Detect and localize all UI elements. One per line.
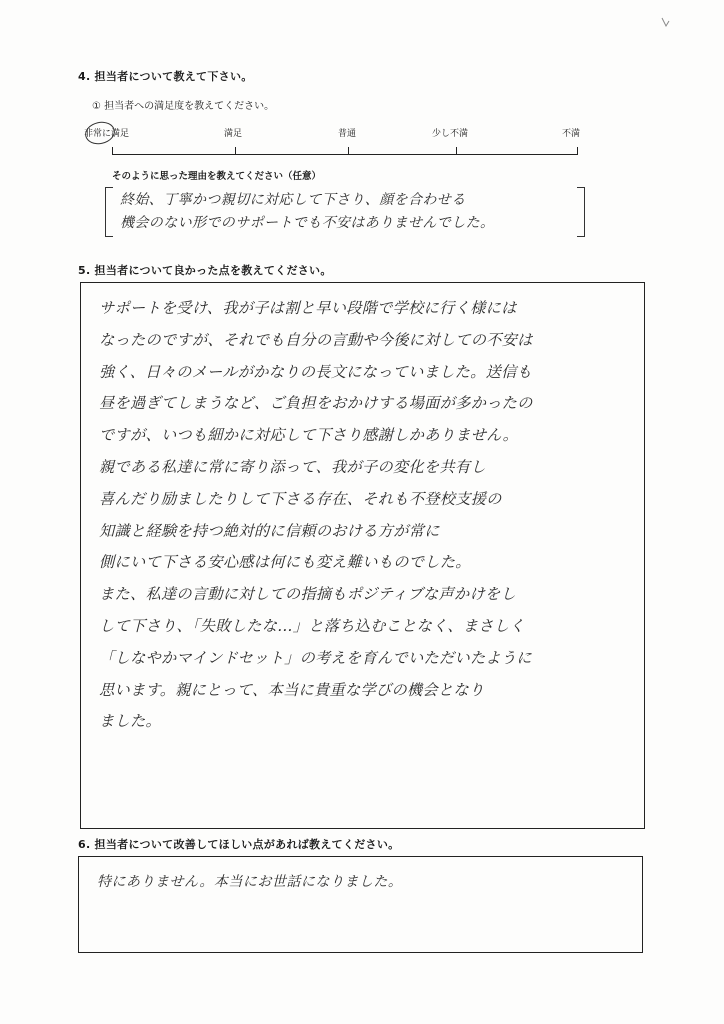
reason-line: 機会のない形でのサポートでも不安はありませんでした。 [120,215,495,231]
answer-line: 強く、日々のメールがかなりの長文になっていました。送信も [99,362,533,381]
q4-title: 4. 担当者について教えて下さい。 [78,70,253,83]
answer-line: して下さり、「失敗したな…」と落ち込むことなく、まさしく [99,616,525,635]
bracket-left [105,187,113,237]
answer-line: なったのですが、それでも自分の言動や今後に対しての不安は [99,330,533,349]
q5-answer-text [99,293,634,738]
answer-line: サポートを受け、我が子は割と早い段階で学校に行く様には [99,299,517,317]
scale-tick [112,147,113,155]
selected-answer-circle [83,119,117,147]
answer-line: 「しなやかマインドセット」の考えを育んでいただいたように [99,648,532,667]
scale-label-dissatisfied: 不満 [562,129,581,139]
answer-line: 知識と経験を持つ絶対的に信頼のおける方が常に [99,521,440,540]
answer-line: 昼を過ぎてしまうなど、ご負担をおかけする場面が多かったの [99,394,533,413]
q5-title: 5. 担当者について良かった点を教えてください。 [78,264,332,277]
q4-subtitle: ① 担当者への満足度を教えてください。 [92,101,275,112]
scale-label-neutral: 普通 [338,129,357,139]
reason-line: 終始、丁寧かつ親切に対応して下さり、顔を合わせる [120,192,466,208]
scale-tick [577,147,578,155]
scale-label-slightly-dissatisfied: 少し不満 [432,129,469,139]
q5-answer-box [80,282,645,829]
scale-label-very-satisfied: 非常に満足 [84,129,130,139]
pen-mark-icon [660,16,672,32]
answer-line: ました。 [99,712,161,731]
answer-line: 思います。親にとって、本当に貴重な学びの機会となり [99,680,485,699]
scale-label-satisfied: 満足 [224,129,243,139]
q6-answer-box [78,856,643,953]
scale-tick [348,147,349,155]
q4-reason-answer [105,187,585,237]
answer-line: 喜んだり励ましたりして下さる存在、それも不登校支援の [99,489,502,508]
answer-line: 親である私達に常に寄り添って、我が子の変化を共有し [99,457,486,476]
scale-tick [456,147,457,155]
q6-answer-text: 特にありません。本当にお世話になりました。 [97,874,403,890]
q6-title: 6. 担当者について改善してほしい点があれば教えてください。 [78,838,400,851]
answer-line: また、私達の言動に対しての指摘もポジティブな声かけをし [99,585,516,604]
bracket-right [577,187,585,237]
scale-tick [235,147,236,155]
q4-reason-text [120,189,572,235]
answer-line: ですが、いつも細かに対応して下さり感謝しかありません。 [99,426,519,445]
answer-line: 側にいて下さる安心感は何にも変え難いものでした。 [99,553,471,572]
q4-reason-label: そのように思った理由を教えてください（任意） [112,171,322,182]
scale-axis [112,154,578,155]
